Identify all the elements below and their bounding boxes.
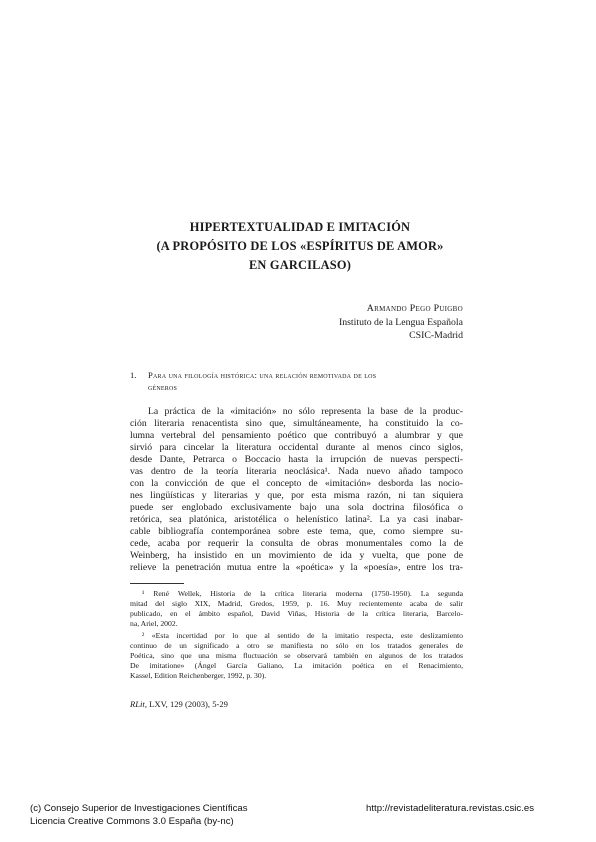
footnote-line: ¹ René Wellek, Historia de la crítica literaria moderna (1750-1950). La segunda xyxy=(142,589,463,598)
footnote-2 xyxy=(130,631,463,681)
body-line: lumna vertebral del pensamiento poético que contribuyó a alumbrar y que xyxy=(130,430,463,441)
footnote-line: mitad del siglo XIX, Madrid, Gredos, 1959, p. 16. Muy recientemente acaba de salir xyxy=(130,599,463,608)
body-line: sirvió para cincelar la literatura occidental durante al menos cinco siglos, xyxy=(130,442,463,453)
body-paragraph xyxy=(130,406,463,574)
body-line: vas dentro de la teoría literaria neoclásica¹. Nada nuevo añado tampoco xyxy=(130,466,463,477)
body-line: puede ser englobado exclusivamente bajo una sola doctrina filosófica o xyxy=(130,502,463,513)
author-name: Armando Pego Puigbo xyxy=(366,303,463,314)
footnote-rule xyxy=(130,583,184,584)
footnote-1 xyxy=(130,589,463,629)
body-line: relieve la penetración mutua entre la «poética» y la «poesía», entre los tra- xyxy=(130,562,463,573)
footnote-line: Poética, sino que una misma fluctuación se observará también en algunos de los tratados xyxy=(130,651,463,660)
title-line: EN GARCILASO) xyxy=(248,258,352,272)
title-line: HIPERTEXTUALIDAD E IMITACIÓN xyxy=(189,220,411,234)
section-title-line: Para una filología histórica: una relación remotivada de los xyxy=(148,370,377,380)
footnote-line: publicado, en el ámbito español, David Viñas, Historia de la crítica literaria, Barcelo- xyxy=(130,609,463,618)
footnote-line: Kassel, Edition Reichenberger, 1992, p. 30). xyxy=(130,671,267,680)
footnote-line: ² «Esta incertidad por lo que al sentido de la imitatio respecta, este deslizamiento xyxy=(142,631,463,640)
body-line: La práctica de la «imitación» no sólo representa la base de la produc- xyxy=(148,406,463,417)
footnote-line: De imitatione» (Ángel García Galiano, La imitación poética en el Renacimiento, xyxy=(130,661,463,670)
body-line: ción literaria renacentista sino que, simultáneamente, ha constituido la co- xyxy=(130,418,463,429)
footnotes xyxy=(130,589,463,683)
journal-citation xyxy=(130,699,228,709)
body-line: cable bibliografía contemporánea sobre este tema, que, como siempre su- xyxy=(130,526,463,537)
body-line: desde Dante, Petrarca o Boccacio hasta la irrupción de nuevas perspecti- xyxy=(130,454,463,465)
body-line: retórica, sea platónica, aristotélica o helenístico latina². La ya casi inabar- xyxy=(130,514,463,525)
title-line: (A PROPÓSITO DE LOS «ESPÍRITUS DE AMOR» xyxy=(156,239,444,253)
section-title-line: géneros xyxy=(148,381,178,392)
body-line: Weinberg, ha insistido en un movimiento de ida y vuelta, que pone de xyxy=(130,550,463,561)
journal-volume: , LXV, 129 (2003), 5-29 xyxy=(144,699,228,709)
body-line: con la convicción de que el concepto de «imitación» desborda las nocio- xyxy=(130,478,463,489)
license-notice: Licencia Creative Commons 3.0 España (by-nc) xyxy=(30,816,234,827)
author-affiliation: Instituto de la Lengua Española xyxy=(338,316,463,328)
body-line: cede, acaba por requerir la consulta de obras monumentales como la de xyxy=(130,538,463,549)
section-title xyxy=(148,370,462,393)
author-location: CSIC-Madrid xyxy=(409,330,463,341)
footnote-line: na, Ariel, 2002. xyxy=(130,619,178,628)
body-line: nes lingüísticas y literarias y que, por esta misma razón, ni tan siquiera xyxy=(130,490,463,501)
copyright-notice: (c) Consejo Superior de Investigaciones Científicas xyxy=(30,803,248,814)
article-title xyxy=(100,218,500,275)
journal-abbrev: RLit xyxy=(130,699,145,709)
author-block xyxy=(339,302,463,343)
journal-url: http://revistadeliteratura.revistas.csic.es xyxy=(366,803,534,814)
footnote-line: continuo de un significado a otro se manifiesta no sólo en los tratados generales de xyxy=(130,641,463,650)
section-number: 1. xyxy=(130,370,137,380)
